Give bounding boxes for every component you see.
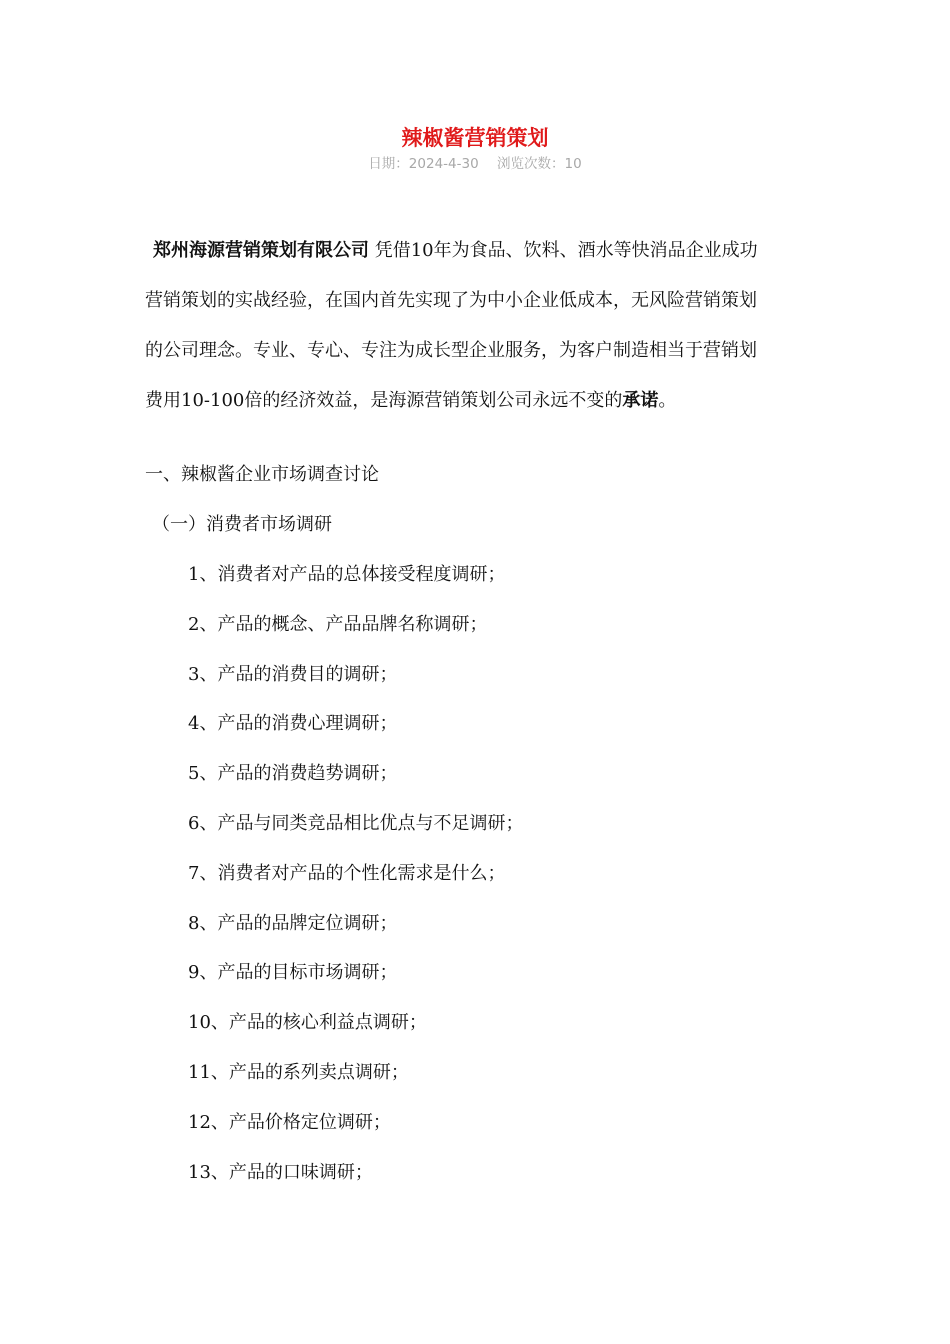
list-item: 8、产品的品牌定位调研； [188, 912, 398, 934]
list-item: 12、产品价格定位调研； [188, 1111, 391, 1133]
list-item: 6、产品与同类竞品相比优点与不足调研； [188, 813, 524, 834]
list-item: 1、消费者对产品的总体接受程度调研； [188, 564, 506, 585]
intro-line-4 [145, 389, 676, 413]
company-name: 郑州海源营销策划有限公司 [153, 240, 369, 261]
intro-line-3: 的公司理念。专业、专心、专注为成长型企业服务，为客户制造相当于营销划 [145, 340, 757, 361]
list-item: 7、消费者对产品的个性化需求是什么； [188, 862, 506, 884]
list-item: 3、产品的消费目的调研； [188, 663, 398, 685]
intro-text: 费用10-100倍的经济效益，是海源营销策划公司永远不变的 [145, 390, 623, 411]
view-count: 浏览次数：10 [496, 156, 582, 172]
section-heading: 一、辣椒酱企业市场调查讨论 [145, 464, 379, 485]
intro-text: 。 [658, 390, 677, 411]
list-item: 10、产品的核心利益点调研； [188, 1012, 427, 1034]
publish-date: 日期：2024-4-30 [368, 156, 479, 172]
list-item: 4、产品的消费心理调研； [188, 713, 398, 735]
list-item: 11、产品的系列卖点调研； [188, 1062, 409, 1083]
list-item: 2、产品的概念、产品品牌名称调研； [188, 613, 488, 635]
list-item: 13、产品的口味调研； [188, 1161, 373, 1183]
article-meta [0, 152, 950, 172]
intro-line-2: 营销策划的实战经验，在国内首先实现了为中小企业低成本，无风险营销策划 [145, 290, 757, 311]
page-title: 辣椒酱营销策划 [401, 126, 549, 150]
intro-line-1 [153, 239, 758, 263]
list-item: 5、产品的消费趋势调研； [188, 763, 398, 785]
promise-bold: 承诺 [622, 390, 659, 411]
list-item: 9、产品的目标市场调研； [188, 962, 398, 984]
subsection-heading: （一）消费者市场调研 [152, 514, 332, 535]
intro-text: 凭借10年为食品、饮料、酒水等快消品企业成功 [369, 240, 758, 261]
